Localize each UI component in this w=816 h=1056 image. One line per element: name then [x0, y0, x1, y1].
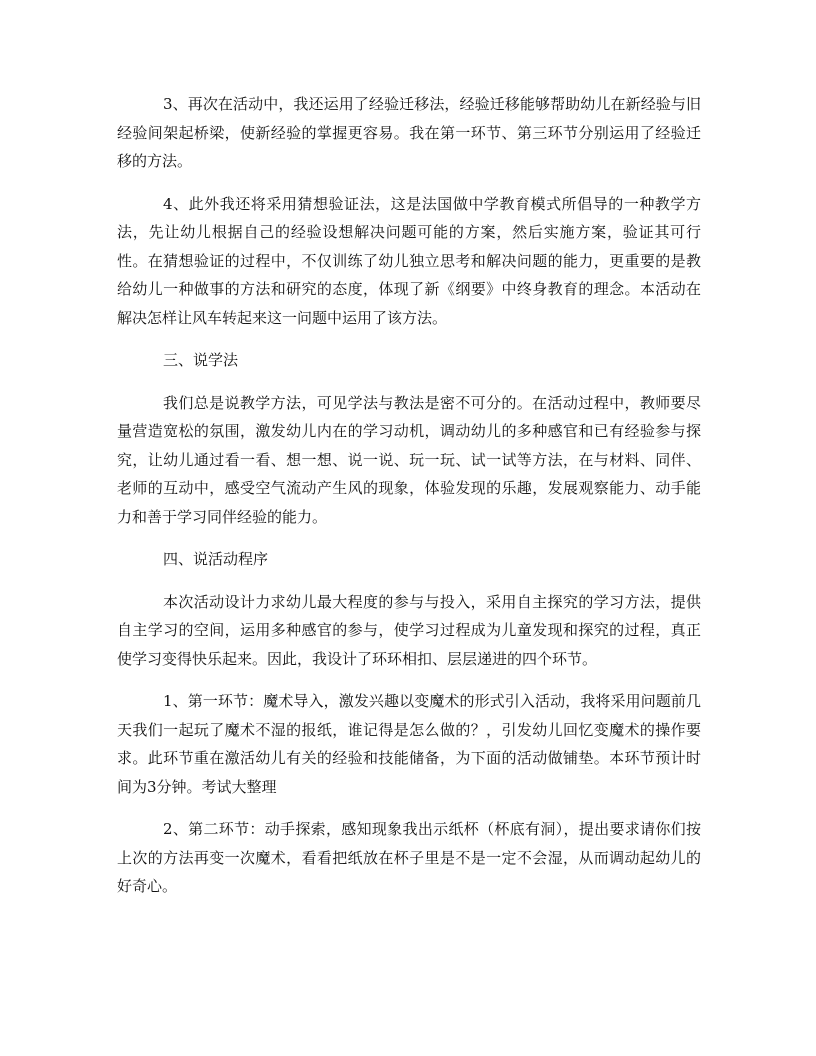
document-page — [117, 90, 701, 915]
paragraph-method-3: 3、再次在活动中，我还运用了经验迁移法，经验迁移能够帮助幼儿在新经验与旧经验间架起桥梁，使新经验的掌握更容易。我在第一环节、第三环节分别运用了经验迁移的方法。 — [117, 95, 701, 170]
section-heading-activity-procedure: 四、说活动程序 — [163, 550, 269, 568]
paragraph-method-4: 4、此外我还将采用猜想验证法，这是法国做中学教育模式所倡导的一种教学方法，先让幼儿根据自己的经验设想解决问题可能的方案，然后实施方案，验证其可行性。在猜想验证的过程中，不仅训练了幼儿独立思考和解决问题的能力，更重要的是教给幼儿一种做事的方法和研究的态度，体现了新《纲要》中终身教育的理念。本活动在解决怎样让风车转起来这一问题中运用了该方法。 — [117, 194, 701, 327]
paragraph-activity-overview: 本次活动设计力求幼儿最大程度的参与与投入，采用自主探究的学习方法，提供自主学习的空间，运用多种感官的参与，使学习过程成为儿童发现和探究的过程，真正使学习变得快乐起来。因此，我设计了环环相扣、层层递进的四个环节。 — [117, 592, 701, 668]
section-heading-learning-method: 三、说学法 — [163, 351, 239, 369]
paragraph-learning-method: 我们总是说教学方法，可见学法与教法是密不可分的。在活动过程中，教师要尽量营造宽松的氛围，激发幼儿内在的学习动机，调动幼儿的多种感官和已有经验参与探究，让幼儿通过看一看、想一想、说一说、玩一玩、试一试等方法，在与材料、同伴、老师的互动中，感受空气流动产生风的现象，体验发现的乐趣，发展观察能力、动手能力和善于学习同伴经验的能力。 — [117, 393, 701, 526]
paragraph-step-1: 1、第一环节：魔术导入，激发兴趣以变魔术的形式引入活动，我将采用问题前几天我们一起玩了魔术不湿的报纸，谁记得是怎么做的？，引发幼儿回忆变魔术的操作要求。此环节重在激活幼儿有关的经验和技能储备，为下面的活动做铺垫。本环节预计时间为3分钟。考试大整理 — [117, 692, 701, 796]
paragraph-step-2: 2、第二环节：动手探索，感知现象我出示纸杯（杯底有洞），提出要求请你们按上次的方法再变一次魔术，看看把纸放在杯子里是不是一定不会湿，从而调动起幼儿的好奇心。 — [117, 820, 701, 895]
